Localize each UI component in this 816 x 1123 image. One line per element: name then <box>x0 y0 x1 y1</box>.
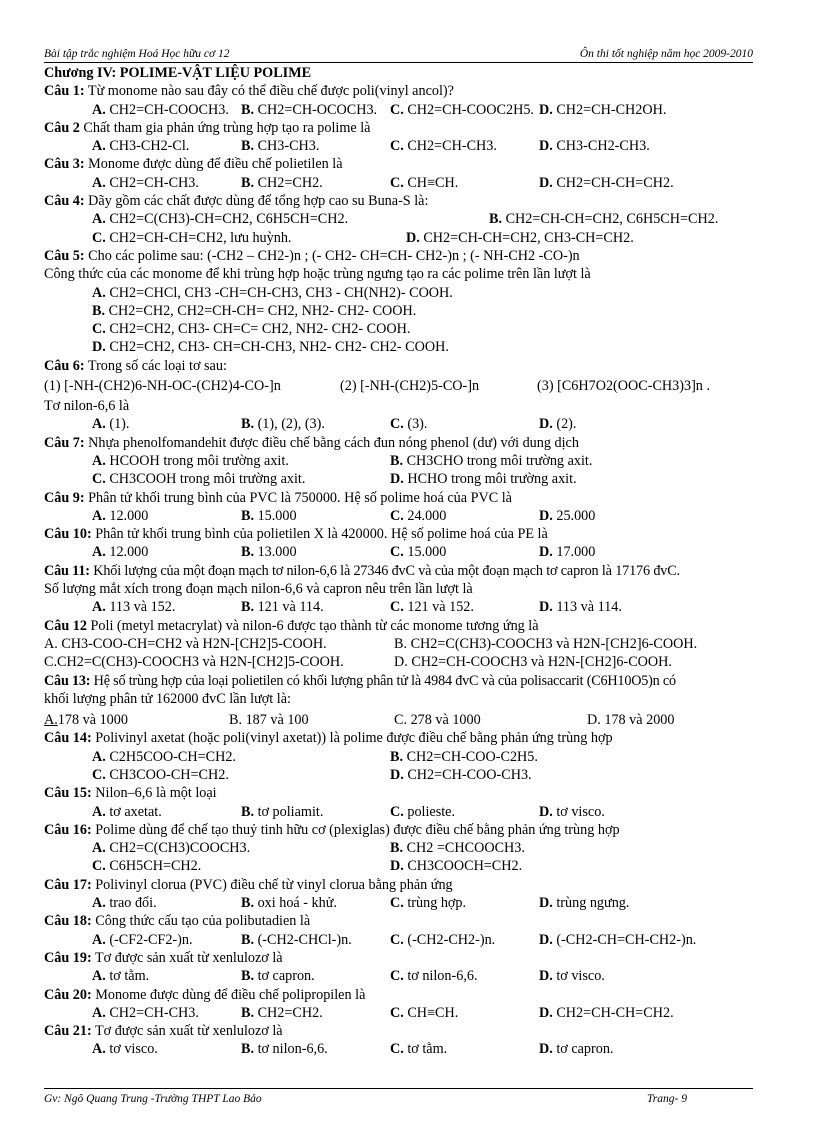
fiber-2: (2) [-NH-(CH2)5-CO-]n <box>340 378 480 395</box>
question-number: Câu 12 <box>44 617 87 634</box>
option-c[interactable]: C. 24.000 <box>390 507 447 524</box>
option-b[interactable]: B. CH3-CH3. <box>241 138 320 155</box>
option-c[interactable]: C. 15.000 <box>390 544 447 561</box>
question-1 <box>44 82 756 119</box>
option-a[interactable]: A. tơ tằm. <box>92 968 150 985</box>
option-b[interactable]: B. 15.000 <box>241 507 297 524</box>
option-c[interactable]: C. tơ nilon-6,6. <box>390 968 478 985</box>
question-text-2: Số lượng mắt xích trong đoạn mạch nilon-6,6 và capron nêu trên lần lượt là <box>44 581 473 598</box>
option-d[interactable]: D. 113 và 114. <box>539 599 622 616</box>
option-a[interactable]: A. tơ visco. <box>92 1041 158 1058</box>
question-number: Câu 21: <box>44 1023 92 1040</box>
option-c[interactable]: C.CH2=C(CH3)-COOCH3 và H2N-[CH2]5-COOH. <box>44 654 344 671</box>
question-17 <box>44 876 756 913</box>
question-12 <box>44 617 756 672</box>
question-4 <box>44 192 756 247</box>
question-text: Polivinyl axetat (hoặc poli(vinyl axetat)) là polime được điều chế bằng phản ứng trùng hợp <box>91 730 613 747</box>
option-a[interactable]: A. tơ axetat. <box>92 803 162 820</box>
option-c[interactable]: C. CH3COOH trong môi trường axit. <box>92 471 306 488</box>
option-c[interactable]: C. CH2=CH2, CH3- CH=C= CH2, NH2- CH2- COOH. <box>92 321 411 338</box>
question-number: Câu 6: <box>44 357 85 374</box>
option-d[interactable]: D. tơ visco. <box>539 968 605 985</box>
option-a[interactable]: A. CH3-CH2-Cl. <box>92 138 190 155</box>
option-b[interactable]: B. (1), (2), (3). <box>241 416 325 433</box>
question-number: Câu 15: <box>44 785 92 802</box>
question-number: Câu 20: <box>44 986 92 1003</box>
option-d[interactable]: D. trùng ngưng. <box>539 895 630 912</box>
option-c[interactable]: C. tơ tằm. <box>390 1041 448 1058</box>
option-d[interactable]: D. CH3COOCH=CH2. <box>390 858 523 875</box>
question-text: Phân tử khối trung bình của polietilen X là 420000. Hệ số polime hoá của PE là <box>91 526 548 543</box>
question-21 <box>44 1022 756 1059</box>
option-c[interactable]: C. trùng hợp. <box>390 895 467 912</box>
option-d[interactable]: D. 25.000 <box>539 507 596 524</box>
option-d[interactable]: D. CH2=CH-CH2OH. <box>539 101 667 118</box>
question-text: Poli (metyl metacrylat) và nilon-6 được tạo thành từ các monome tương ứng là <box>86 617 539 634</box>
option-a[interactable]: A. 12.000 <box>92 507 149 524</box>
option-b[interactable]: B. CH2=CH-CH=CH2, C6H5CH=CH2. <box>489 211 719 228</box>
question-text: Cho các polime sau: (-CH2 – CH2-)n ; (- CH2- CH=CH- CH2-)n ; (- NH-CH2 -CO-)n <box>84 247 580 264</box>
option-b[interactable]: B. 13.000 <box>241 544 297 561</box>
page-header <box>44 48 753 63</box>
option-b[interactable]: B. CH2 =CHCOOCH3. <box>390 840 525 857</box>
option-d[interactable]: D. CH2=CH-CH=CH2. <box>539 174 674 191</box>
page-number: Trang- 9 <box>647 1093 687 1105</box>
option-a[interactable]: A. CH2=CH-COOCH3. <box>92 101 229 118</box>
option-b[interactable]: B. CH2=C(CH3)-COOCH3 và H2N-[CH2]6-COOH. <box>394 635 698 652</box>
question-text: Polivinyl clorua (PVC) điều chế từ vinyl clorua bằng phản ứng <box>91 876 453 893</box>
option-a[interactable]: A. (1). <box>92 416 130 433</box>
question-number: Câu 11: <box>44 562 90 579</box>
question-14 <box>44 729 756 784</box>
question-number: Câu 9: <box>44 489 85 506</box>
question-9 <box>44 489 756 526</box>
option-c[interactable]: C. polieste. <box>390 803 456 820</box>
option-b[interactable]: B. CH2=CH2. <box>241 1004 323 1021</box>
question-number: Câu 7: <box>44 434 85 451</box>
option-d[interactable]: D. CH2=CH-CH=CH2. <box>539 1004 674 1021</box>
option-a[interactable]: A. CH2=CH-CH3. <box>92 174 199 191</box>
chapter-title: Chương IV: POLIME-VẬT LIỆU POLIME <box>44 65 312 81</box>
question-3 <box>44 155 756 192</box>
question-text: Monome được dùng để điều chế polietilen là <box>84 156 343 173</box>
option-a[interactable]: A. CH2=CH-CH3. <box>92 1004 199 1021</box>
option-b[interactable]: B. (-CH2-CHCl-)n. <box>241 931 352 948</box>
option-a[interactable]: A.178 và 1000 <box>44 712 128 729</box>
option-b[interactable]: B. 121 và 114. <box>241 599 324 616</box>
option-a[interactable]: A. 12.000 <box>92 544 149 561</box>
option-c[interactable]: C. 278 và 1000 <box>394 712 481 729</box>
option-c[interactable]: C. CH3COO-CH=CH2. <box>92 766 229 783</box>
question-text: Tơ được sản xuất từ xenlulozơ là <box>91 1023 283 1040</box>
option-a[interactable]: A. (-CF2-CF2-)n. <box>92 931 193 948</box>
question-number: Câu 4: <box>44 193 85 210</box>
fiber-1: (1) [-NH-(CH2)6-NH-OC-(CH2)4-CO-]n <box>44 378 281 395</box>
fiber-3: (3) [C6H7O2(OOC-CH3)3]n . <box>537 378 710 395</box>
question-16 <box>44 821 756 876</box>
option-a[interactable]: A. CH2=C(CH3)-CH=CH2, C6H5CH=CH2. <box>92 211 349 228</box>
option-c[interactable]: C. (3). <box>390 416 428 433</box>
question-2 <box>44 119 756 156</box>
option-a[interactable]: A. trao đổi. <box>92 895 157 912</box>
question-text: Tơ được sản xuất từ xenlulozơ là <box>91 949 283 966</box>
question-number: Câu 18: <box>44 913 92 930</box>
header-right: Ôn thi tốt nghiệp năm học 2009-2010 <box>579 48 753 60</box>
question-5 <box>44 247 756 357</box>
option-d[interactable]: D. 17.000 <box>539 544 596 561</box>
option-d[interactable]: D. CH3-CH2-CH3. <box>539 138 650 155</box>
question-number: Câu 5: <box>44 247 85 264</box>
option-b[interactable]: B. CH3CHO trong môi trường axit. <box>390 452 593 469</box>
question-number: Câu 16: <box>44 821 92 838</box>
option-b[interactable]: B. CH2=CH-COO-C2H5. <box>390 748 538 765</box>
option-b[interactable]: B. 187 và 100 <box>229 712 309 729</box>
question-number: Câu 19: <box>44 949 92 966</box>
question-text: Chất tham gia phản ứng trùng hợp tạo ra polime là <box>79 119 371 136</box>
option-c[interactable]: C. C6H5CH=CH2. <box>92 858 202 875</box>
question-text-2: Công thức của các monome để khi trùng hợp hoặc trùng ngưng tạo ra các polime trên lần lượt là <box>44 266 591 283</box>
option-a[interactable]: A. CH2=C(CH3)COOCH3. <box>92 840 251 857</box>
question-15 <box>44 784 756 821</box>
question-19 <box>44 949 756 986</box>
question-18 <box>44 912 756 949</box>
question-number: Câu 10: <box>44 526 92 543</box>
question-text: Công thức cấu tạo của polibutadien là <box>91 913 311 930</box>
question-text: Khối lượng của một đoạn mạch tơ nilon-6,6 là 27346 đvC và của một đoạn mạch tơ capron là 17176 đvC. <box>89 562 680 579</box>
question-text: Nilon–6,6 là một loại <box>91 785 217 802</box>
question-list <box>44 64 756 1059</box>
option-a[interactable]: A. 113 và 152. <box>92 599 176 616</box>
question-text-2: Tơ nilon-6,6 là <box>44 398 130 415</box>
question-text: Polime dùng để chế tạo thuỷ tinh hữu cơ (plexiglas) được điều chế bằng phản ứng trùng hợp <box>91 821 620 838</box>
option-d[interactable]: D. CH2=CH-COO-CH3. <box>390 766 532 783</box>
option-d[interactable]: D. CH2=CH-COOCH3 và H2N-[CH2]6-COOH. <box>394 654 672 671</box>
footer-left: Gv: Ngô Quang Trung -Trường THPT Lao Bảo <box>44 1093 262 1105</box>
option-d[interactable]: D. CH2=CH-CH=CH2, CH3-CH=CH2. <box>406 229 634 246</box>
question-text: Trong số các loại tơ sau: <box>84 357 227 374</box>
option-b[interactable]: B. CH2=CH-OCOCH3. <box>241 101 378 118</box>
question-text-2: khối lượng phân tử 162000 đvC lần lượt là: <box>44 690 291 707</box>
option-c[interactable]: C. CH≡CH. <box>390 174 459 191</box>
option-c[interactable]: C. CH2=CH-CH3. <box>390 138 497 155</box>
question-13 <box>44 672 756 730</box>
question-7 <box>44 434 756 489</box>
header-left: Bài tập trắc nghiệm Hoá Học hữu cơ 12 <box>44 48 230 60</box>
option-d[interactable]: D. tơ visco. <box>539 803 605 820</box>
option-b[interactable]: B. CH2=CH2. <box>241 174 323 191</box>
option-a[interactable]: A. C2H5COO-CH=CH2. <box>92 748 236 765</box>
question-11 <box>44 562 756 617</box>
question-text: Nhựa phenolfomandehit được điều chế bằng cách đun nóng phenol (dư) với dung dịch <box>84 434 579 451</box>
option-c[interactable]: C. 121 và 152. <box>390 599 474 616</box>
question-text: Monome được dùng để điều chế polipropilen là <box>91 986 366 1003</box>
question-number: Câu 14: <box>44 730 92 747</box>
option-a[interactable]: A. CH3-COO-CH=CH2 và H2N-[CH2]5-COOH. <box>44 635 327 652</box>
option-d[interactable]: D. (-CH2-CH=CH-CH2-)n. <box>539 931 697 948</box>
question-10 <box>44 525 756 562</box>
option-d[interactable]: D. (2). <box>539 416 577 433</box>
option-b[interactable]: B. oxi hoá - khử. <box>241 895 337 912</box>
option-d[interactable]: D. tơ capron. <box>539 1041 614 1058</box>
option-b[interactable]: B. tơ capron. <box>241 968 315 985</box>
option-c[interactable]: C. CH2=CH-COOC2H5. <box>390 101 534 118</box>
option-d[interactable]: D. 178 và 2000 <box>587 712 675 729</box>
page-footer <box>44 1088 753 1107</box>
option-a[interactable]: A. HCOOH trong môi trường axit. <box>92 452 289 469</box>
option-c[interactable]: C. CH2=CH-CH=CH2, lưu huỳnh. <box>92 229 292 246</box>
question-number: Câu 17: <box>44 876 92 893</box>
question-number: Câu 13: <box>44 672 91 689</box>
option-b[interactable]: B. tơ poliamit. <box>241 803 324 820</box>
question-text: Từ monome nào sau đây có thể điều chế được poli(vinyl ancol)? <box>84 83 454 100</box>
question-6 <box>44 357 756 434</box>
option-c[interactable]: C. (-CH2-CH2-)n. <box>390 931 496 948</box>
question-number: Câu 1: <box>44 83 85 100</box>
option-d[interactable]: D. HCHO trong môi trường axit. <box>390 471 577 488</box>
option-b[interactable]: B. tơ nilon-6,6. <box>241 1041 328 1058</box>
question-number: Câu 3: <box>44 156 85 173</box>
option-a[interactable]: A. CH2=CHCl, CH3 -CH=CH-CH3, CH3 - CH(NH2)- COOH. <box>92 284 453 301</box>
option-d[interactable]: D. CH2=CH2, CH3- CH=CH-CH3, NH2- CH2- CH2- COOH. <box>92 339 449 356</box>
question-text: Dãy gồm các chất được dùng để tổng hợp cao su Buna-S là: <box>84 193 429 210</box>
question-20 <box>44 986 756 1023</box>
question-text: Hệ số trùng hợp của loại polietilen có khối lượng phân tử là 4984 đvC và của polisaccarit (C6H10O5)n có <box>90 672 676 689</box>
option-c[interactable]: C. CH≡CH. <box>390 1004 459 1021</box>
option-b[interactable]: B. CH2=CH2, CH2=CH-CH= CH2, NH2- CH2- COOH. <box>92 302 417 319</box>
question-text: Phân tử khối trung bình của PVC là 750000. Hệ số polime hoá của PVC là <box>84 489 512 506</box>
question-number: Câu 2 <box>44 119 80 136</box>
